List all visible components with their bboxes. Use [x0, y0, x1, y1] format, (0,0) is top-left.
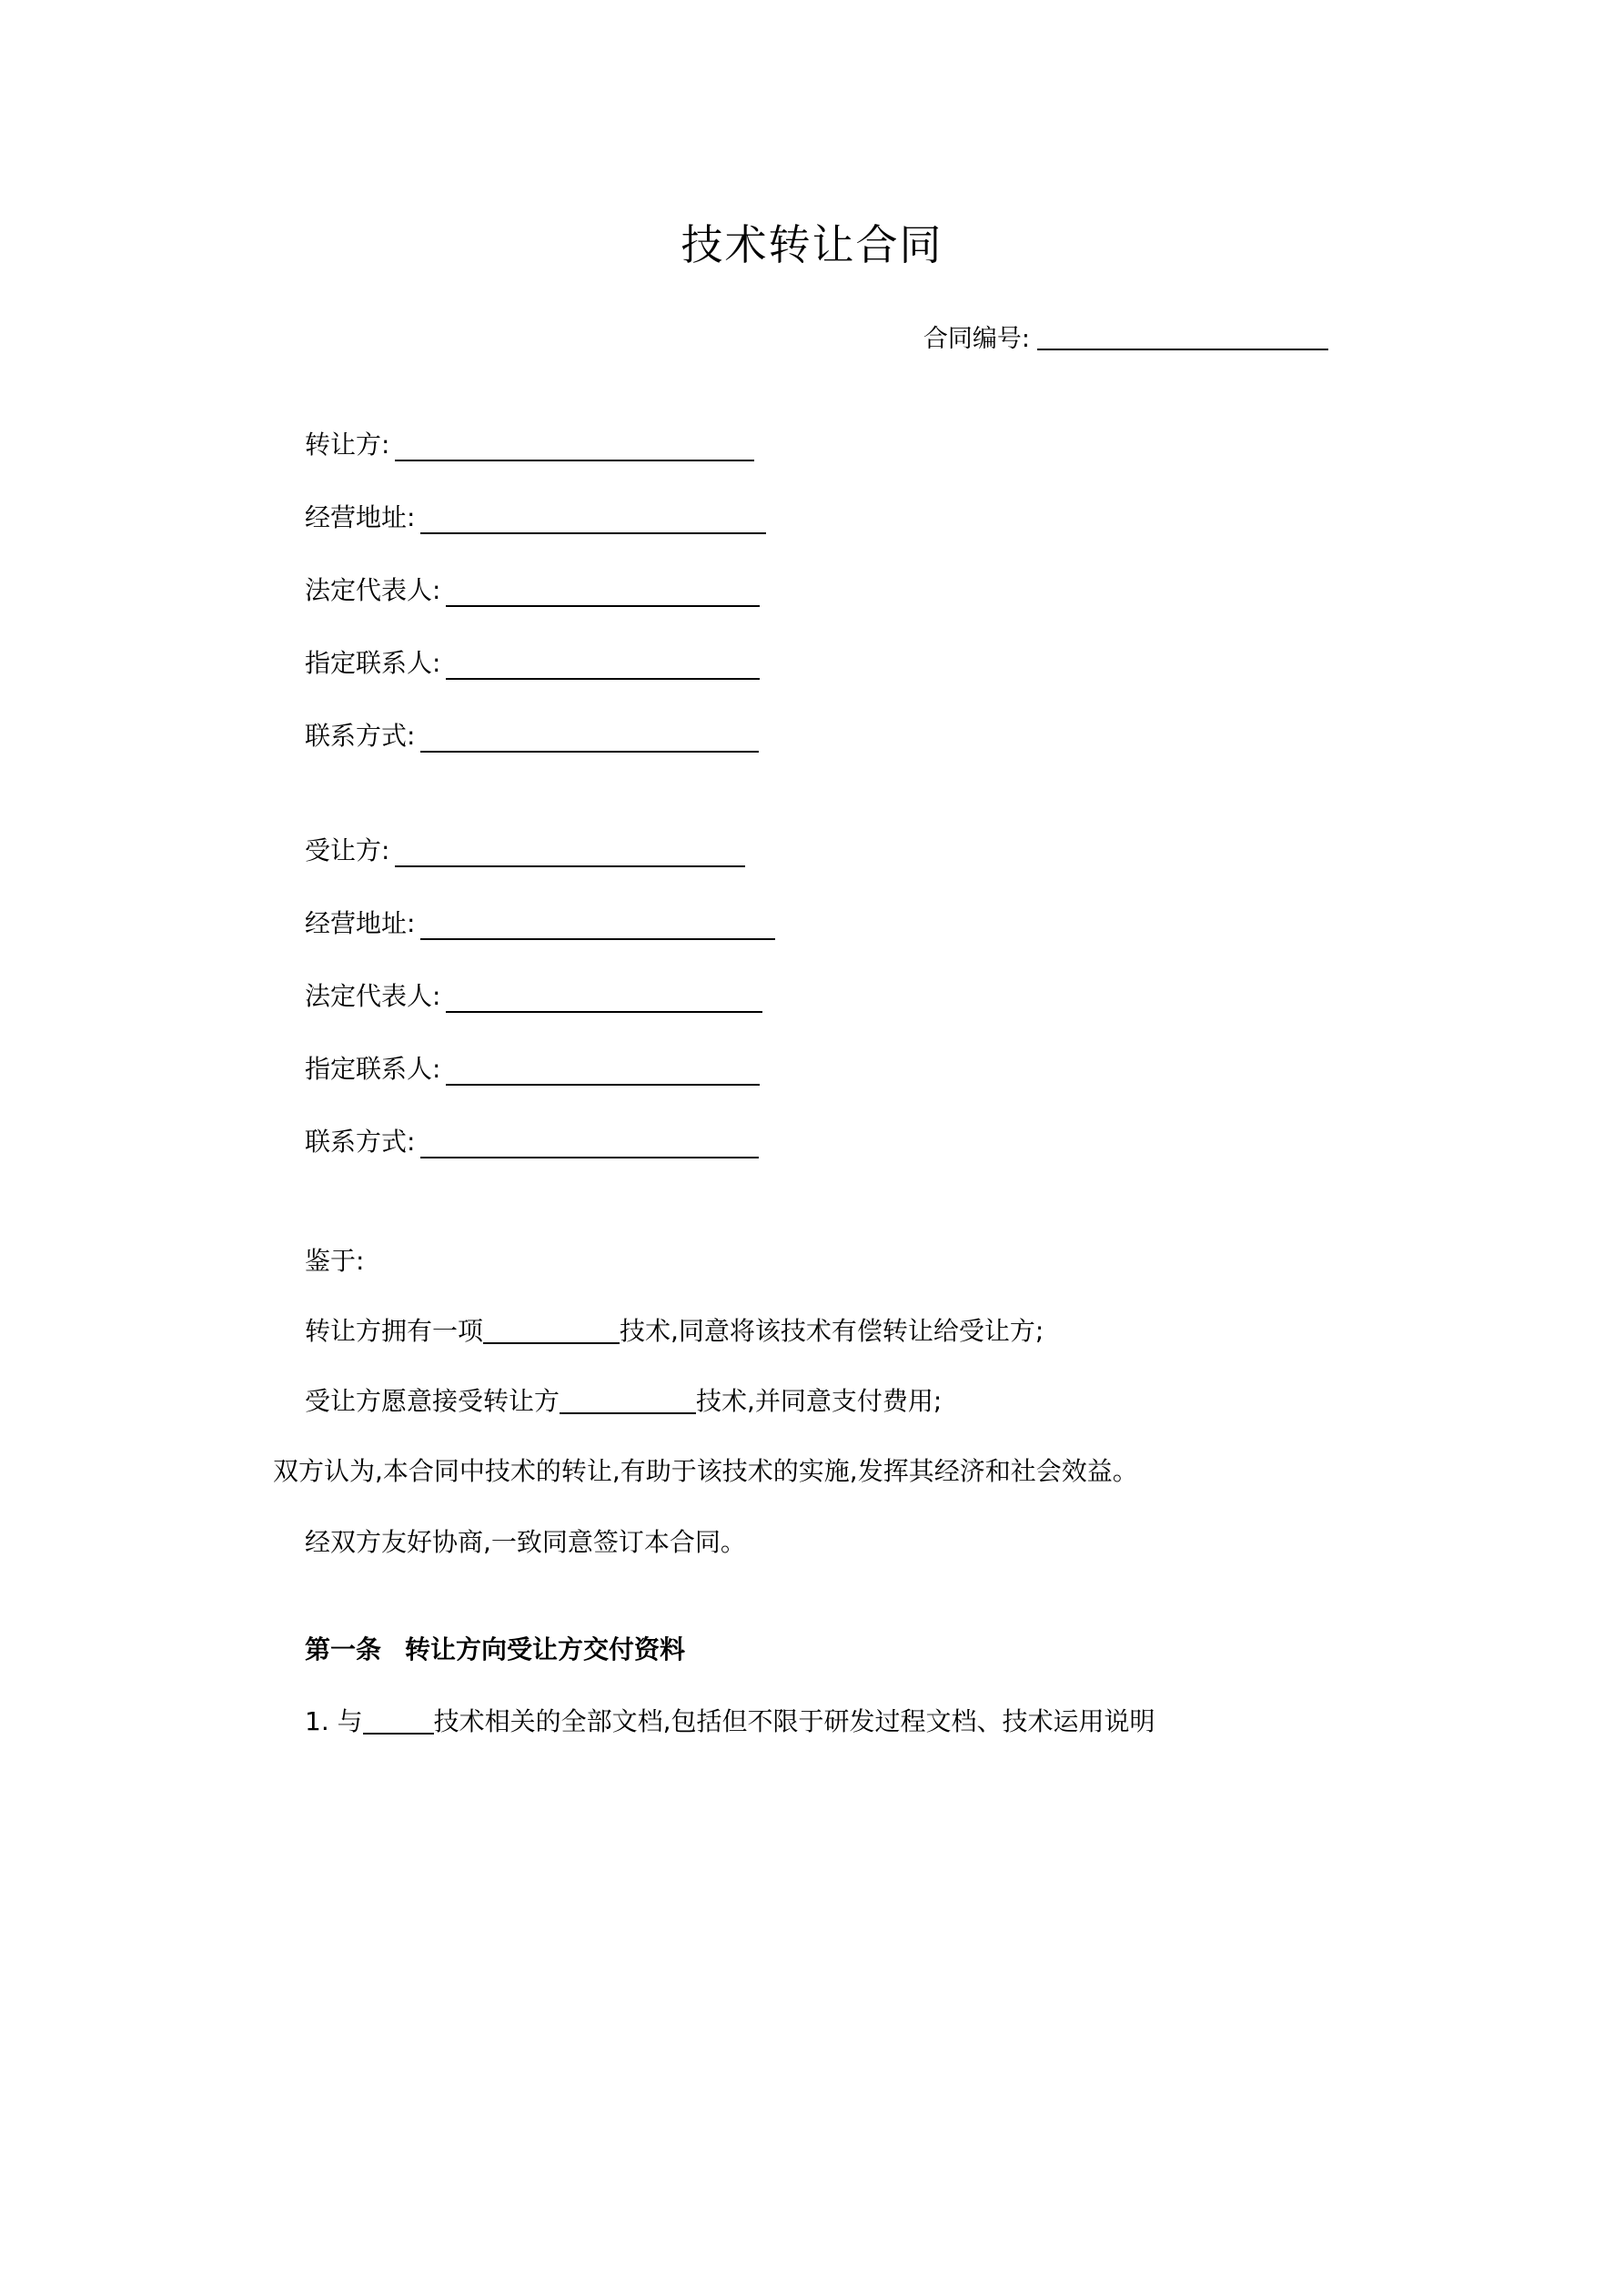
transferor-legal-rep-blank[interactable] [446, 582, 760, 607]
transferee-contact-person-label: 指定联系人: [305, 1053, 441, 1084]
transferee-contact-method-blank[interactable] [420, 1133, 759, 1158]
transferor-contact-method-label: 联系方式: [305, 720, 416, 751]
transferor-legal-rep-label: 法定代表人: [305, 574, 441, 605]
recital-1-post: 技术,同意将该技术有偿转让给受让方; [620, 1315, 1044, 1346]
contract-number-field [182, 319, 1442, 354]
contract-number-blank[interactable] [1037, 349, 1328, 350]
section-spacer [182, 789, 1442, 831]
recital-2-post: 技术,并同意支付费用; [696, 1386, 943, 1417]
article-one-heading [182, 1630, 1442, 1666]
field-row [182, 425, 1442, 461]
contract-number-label: 合同编号: [923, 324, 1030, 353]
transferor-contact-method-blank[interactable] [420, 727, 759, 753]
page-title: 技术转让合同 [681, 220, 943, 269]
field-row [182, 716, 1442, 753]
recital-2-pre: 受让方愿意接受转让方 [305, 1386, 560, 1417]
transferee-address-label: 经营地址: [305, 907, 416, 938]
transferee-contact-method-label: 联系方式: [305, 1126, 416, 1157]
transferee-address-blank[interactable] [420, 915, 775, 940]
field-row [182, 571, 1442, 607]
transferee-legal-rep-blank[interactable] [446, 987, 762, 1013]
transferor-contact-person-label: 指定联系人: [305, 647, 441, 678]
article-one-item-1-post: 技术相关的全部文档,包括但不限于研发过程文档、技术运用说明 [433, 1705, 1155, 1736]
transferor-name-blank[interactable] [395, 436, 754, 461]
article-one-title: 转让方向受让方交付资料 [405, 1633, 686, 1664]
article-one-item-1-pre: 1. 与 [305, 1705, 363, 1736]
recital-line-2 [182, 1377, 1442, 1425]
field-row [182, 831, 1442, 867]
recital-1-blank[interactable] [483, 1342, 620, 1344]
article-one-item-1 [182, 1697, 1442, 1745]
article-one-number: 第一条 [305, 1633, 382, 1664]
field-row [182, 643, 1442, 680]
recital-1-pre: 转让方拥有一项 [305, 1315, 484, 1346]
transferee-info-block [182, 831, 1442, 1158]
transferor-contact-person-blank[interactable] [446, 654, 760, 680]
recital-line-3: 双方认为,本合同中技术的转让,有助于该技术的实施,发挥其经济和社会效益。 [273, 1456, 1138, 1487]
recital-line-4: 经双方友好协商,一致同意签订本合同。 [305, 1526, 746, 1557]
field-row [182, 1122, 1442, 1158]
transferor-name-label: 转让方: [305, 429, 390, 460]
field-row [182, 1049, 1442, 1086]
recital-line-1 [182, 1307, 1442, 1355]
transferee-legal-rep-label: 法定代表人: [305, 980, 441, 1011]
section-spacer [182, 1195, 1442, 1237]
field-row [182, 976, 1442, 1013]
transferee-contact-person-blank[interactable] [446, 1060, 760, 1086]
transferee-name-label: 受让方: [305, 834, 390, 865]
transferor-info-block [182, 425, 1442, 753]
transferor-address-label: 经营地址: [305, 501, 416, 532]
field-row [182, 498, 1442, 534]
transferor-address-blank[interactable] [420, 509, 766, 534]
recitals-heading: 鉴于: [305, 1245, 365, 1276]
field-row [182, 904, 1442, 940]
transferee-name-blank[interactable] [395, 842, 745, 867]
recital-2-blank[interactable] [560, 1412, 696, 1414]
article-one-item-1-blank[interactable] [363, 1733, 434, 1735]
